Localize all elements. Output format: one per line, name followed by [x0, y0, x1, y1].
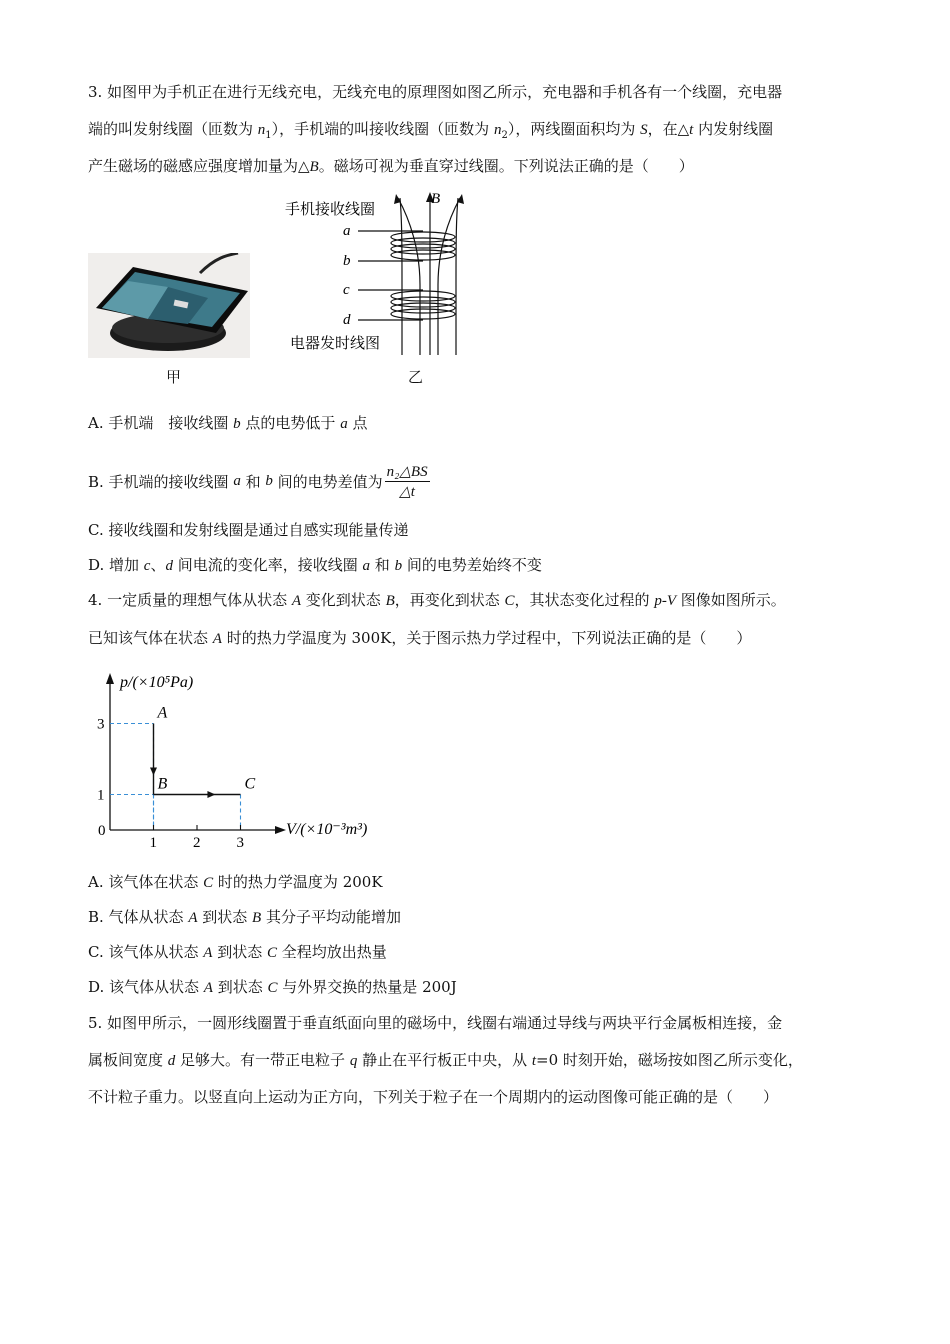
x-tick-label-3: 3	[236, 835, 244, 851]
q5-stem-line3: 不计粒子重力。以竖直向上运动为正方向，下列关于粒子在一个周期内的运动图像可能正确的是（ ）	[88, 1088, 779, 1106]
process-arrow-AB	[150, 768, 157, 776]
q4-option-b: B. 气体从状态 A 到状态 B 其分子平均动能增加	[88, 908, 401, 926]
q4-stem-line1: 4. 一定质量的理想气体从状态 A 变化到状态 B，再变化到状态 C，其状态变化过程的 p-V 图像如图所示。	[88, 591, 786, 609]
field-line	[400, 198, 402, 355]
figure-label-jia: 甲	[166, 368, 182, 386]
phone-charging-photo	[88, 253, 250, 358]
process-arrow-BC	[207, 791, 215, 798]
q3-option-d: D. 增加 c、d 间电流的变化率，接收线圈 a 和 b 间的电势差始终不变	[88, 556, 542, 574]
axes	[110, 678, 280, 830]
y-tick-label-1: 1	[97, 787, 105, 804]
x-tick-label-2: 2	[193, 835, 201, 851]
field-line	[456, 198, 458, 355]
q4-option-a: A. 该气体在状态 C 时的热力学温度为 200K	[88, 873, 383, 891]
origin-label: 0	[98, 823, 106, 839]
y-axis-label: p/(×10⁵Pa)	[120, 674, 194, 691]
point-b-label: b	[343, 253, 351, 269]
q4-option-c: C. 该气体从状态 A 到状态 C 全程均放出热量	[88, 943, 387, 961]
q5-stem-line1: 5. 如图甲所示，一圆形线圈置于垂直纸面向里的磁场中，线圈右端通过导线与两块平行金属板相连接，金	[88, 1014, 783, 1032]
y-axis-arrow	[106, 673, 114, 684]
q4-option-d: D. 该气体从状态 A 到状态 C 与外界交换的热量是 200J	[88, 978, 457, 996]
q4-stem-line2: 已知该气体在状态 A 时的热力学温度为 300K，关于图示热力学过程中，下列说法正确的是（ ）	[88, 629, 752, 647]
field-label-B: B	[431, 191, 441, 207]
q5-stem-line2: 属板间宽度 d 足够大。有一带正电粒子 q 静止在平行板正中央，从 t=0 时刻开始，磁场按如图乙所示变化，	[88, 1051, 803, 1069]
q3-stem-line1: 3. 如图甲为手机正在进行无线充电，无线充电的原理图如图乙所示，充电器和手机各有一个线圈，充电器	[88, 83, 783, 101]
x-axis-label: V/(×10⁻³m³)	[286, 821, 368, 838]
q3-stem-line2: 端的叫发射线圈（匝数为 $n_1$），手机端的叫接收线圈（匝数为 $n_2$），两线圈面积均为 S，在△t 内发射线圈	[88, 120, 774, 141]
point-a-label: a	[343, 223, 351, 239]
x-axis-arrow	[275, 826, 286, 834]
receive-coil-label: 手机接收线圈	[285, 202, 376, 218]
field-arrows	[394, 192, 464, 204]
q3-option-a: A. 手机端 接收线圈 b 点的电势低于 a 点	[88, 414, 368, 432]
point-label-A: A	[157, 704, 168, 722]
point-label-C: C	[244, 775, 256, 793]
q3-option-b: B. 手机端的接收线圈 a 和 b 间的电势差值为 $\frac{\text{n₂△BS}}{\triangle t}$	[88, 464, 428, 500]
point-label-B: B	[157, 775, 168, 793]
q3-stem-line3: 产生磁场的磁感应强度增加量为△B。磁场可视为垂直穿过线圈。下列说法正确的是（ ）	[88, 157, 694, 175]
receive-coil	[391, 232, 455, 260]
pv-chart	[90, 668, 390, 853]
x-tick-label-1: 1	[149, 835, 157, 851]
q3-option-c: C. 接收线圈和发射线圈是通过自感实现能量传递	[88, 521, 409, 539]
point-d-label: d	[343, 312, 351, 328]
figure-label-yi: 乙	[408, 368, 424, 386]
y-tick-label-3: 3	[97, 716, 105, 733]
send-coil	[391, 291, 455, 319]
coil-diagram	[280, 190, 480, 360]
point-c-label: c	[343, 282, 350, 298]
send-coil-label: 电器发时线图	[290, 336, 381, 352]
potential-difference-fraction: $\frac{\text{n₂△BS}}{\triangle t}$	[386, 464, 428, 500]
